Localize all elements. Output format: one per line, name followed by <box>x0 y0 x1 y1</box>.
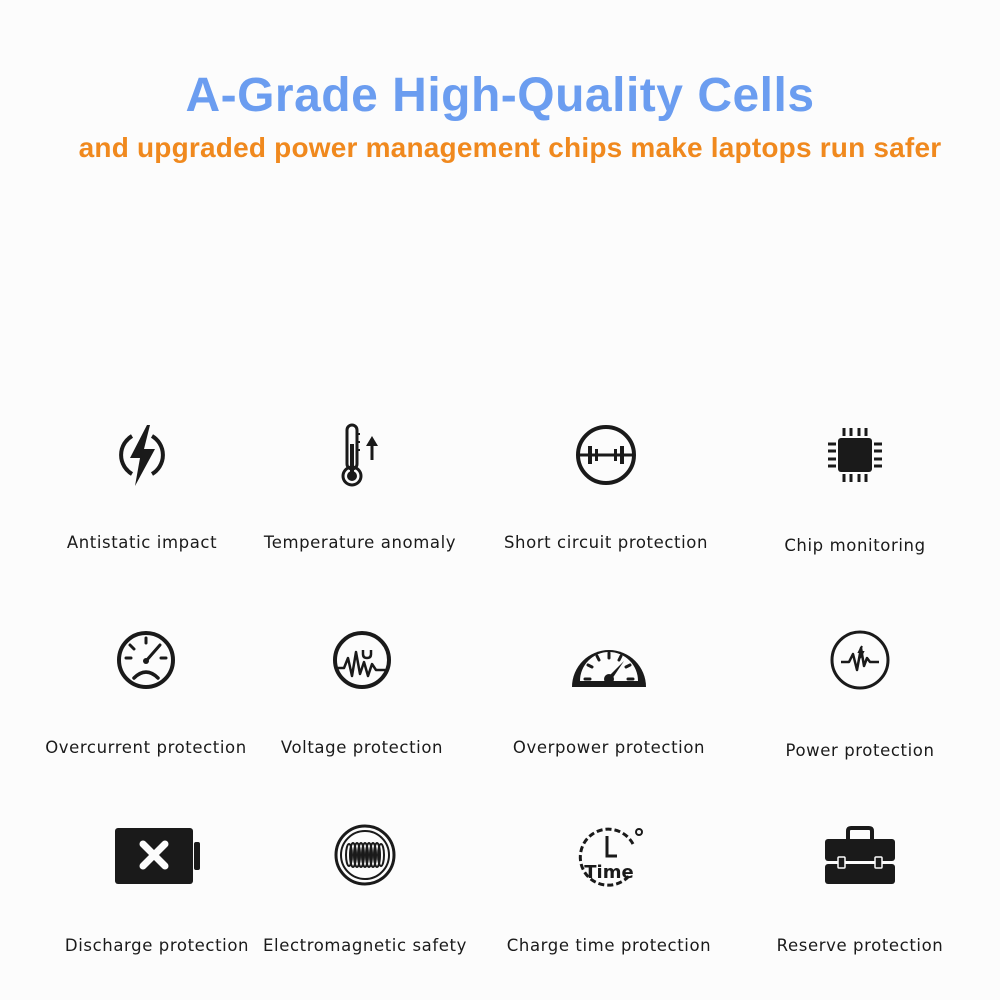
feature-chip <box>735 420 975 570</box>
feature-overpower <box>489 625 729 775</box>
feature-electromagnetic <box>245 820 485 970</box>
sad-gauge-icon <box>101 625 191 695</box>
feature-label: Power protection <box>785 741 935 760</box>
feature-power <box>740 625 980 775</box>
feature-short-circuit <box>486 420 726 570</box>
feature-label: Voltage protection <box>280 738 444 757</box>
feature-discharge <box>37 820 277 970</box>
feature-reserve <box>740 820 980 970</box>
toolbox-icon <box>815 820 905 890</box>
feature-voltage <box>242 625 482 775</box>
feature-label: Antistatic impact <box>66 533 218 552</box>
feature-label: Overpower protection <box>512 738 706 757</box>
feature-label: Temperature anomaly <box>263 533 457 552</box>
short-circuit-icon <box>561 420 651 490</box>
page-title: A-Grade High-Quality Cells <box>185 69 815 122</box>
feature-temperature <box>240 420 480 570</box>
coil-icon <box>320 820 410 890</box>
feature-label: Chip monitoring <box>784 536 926 555</box>
clock-time-icon <box>564 820 654 890</box>
thermometer-icon <box>315 420 405 490</box>
feature-label: Short circuit protection <box>503 533 709 552</box>
feature-charge-time <box>489 820 729 970</box>
feature-label: Reserve protection <box>776 936 944 955</box>
feature-overcurrent <box>26 625 266 775</box>
page-subtitle: and upgraded power management chips make laptops run safer <box>78 132 942 163</box>
feature-antistatic <box>22 420 262 570</box>
speedometer-icon <box>564 625 654 695</box>
lightning-circle-icon <box>97 420 187 490</box>
chip-icon <box>810 420 900 490</box>
pulse-circle-icon <box>815 625 905 695</box>
feature-label: Overcurrent protection <box>45 738 247 757</box>
battery-x-icon <box>112 820 202 890</box>
feature-label: Electromagnetic safety <box>263 936 467 955</box>
voltage-wave-icon <box>317 625 407 695</box>
feature-label: Discharge protection <box>64 936 250 955</box>
clock-time-text: Time <box>584 862 634 883</box>
feature-label: Charge time protection <box>506 936 712 955</box>
